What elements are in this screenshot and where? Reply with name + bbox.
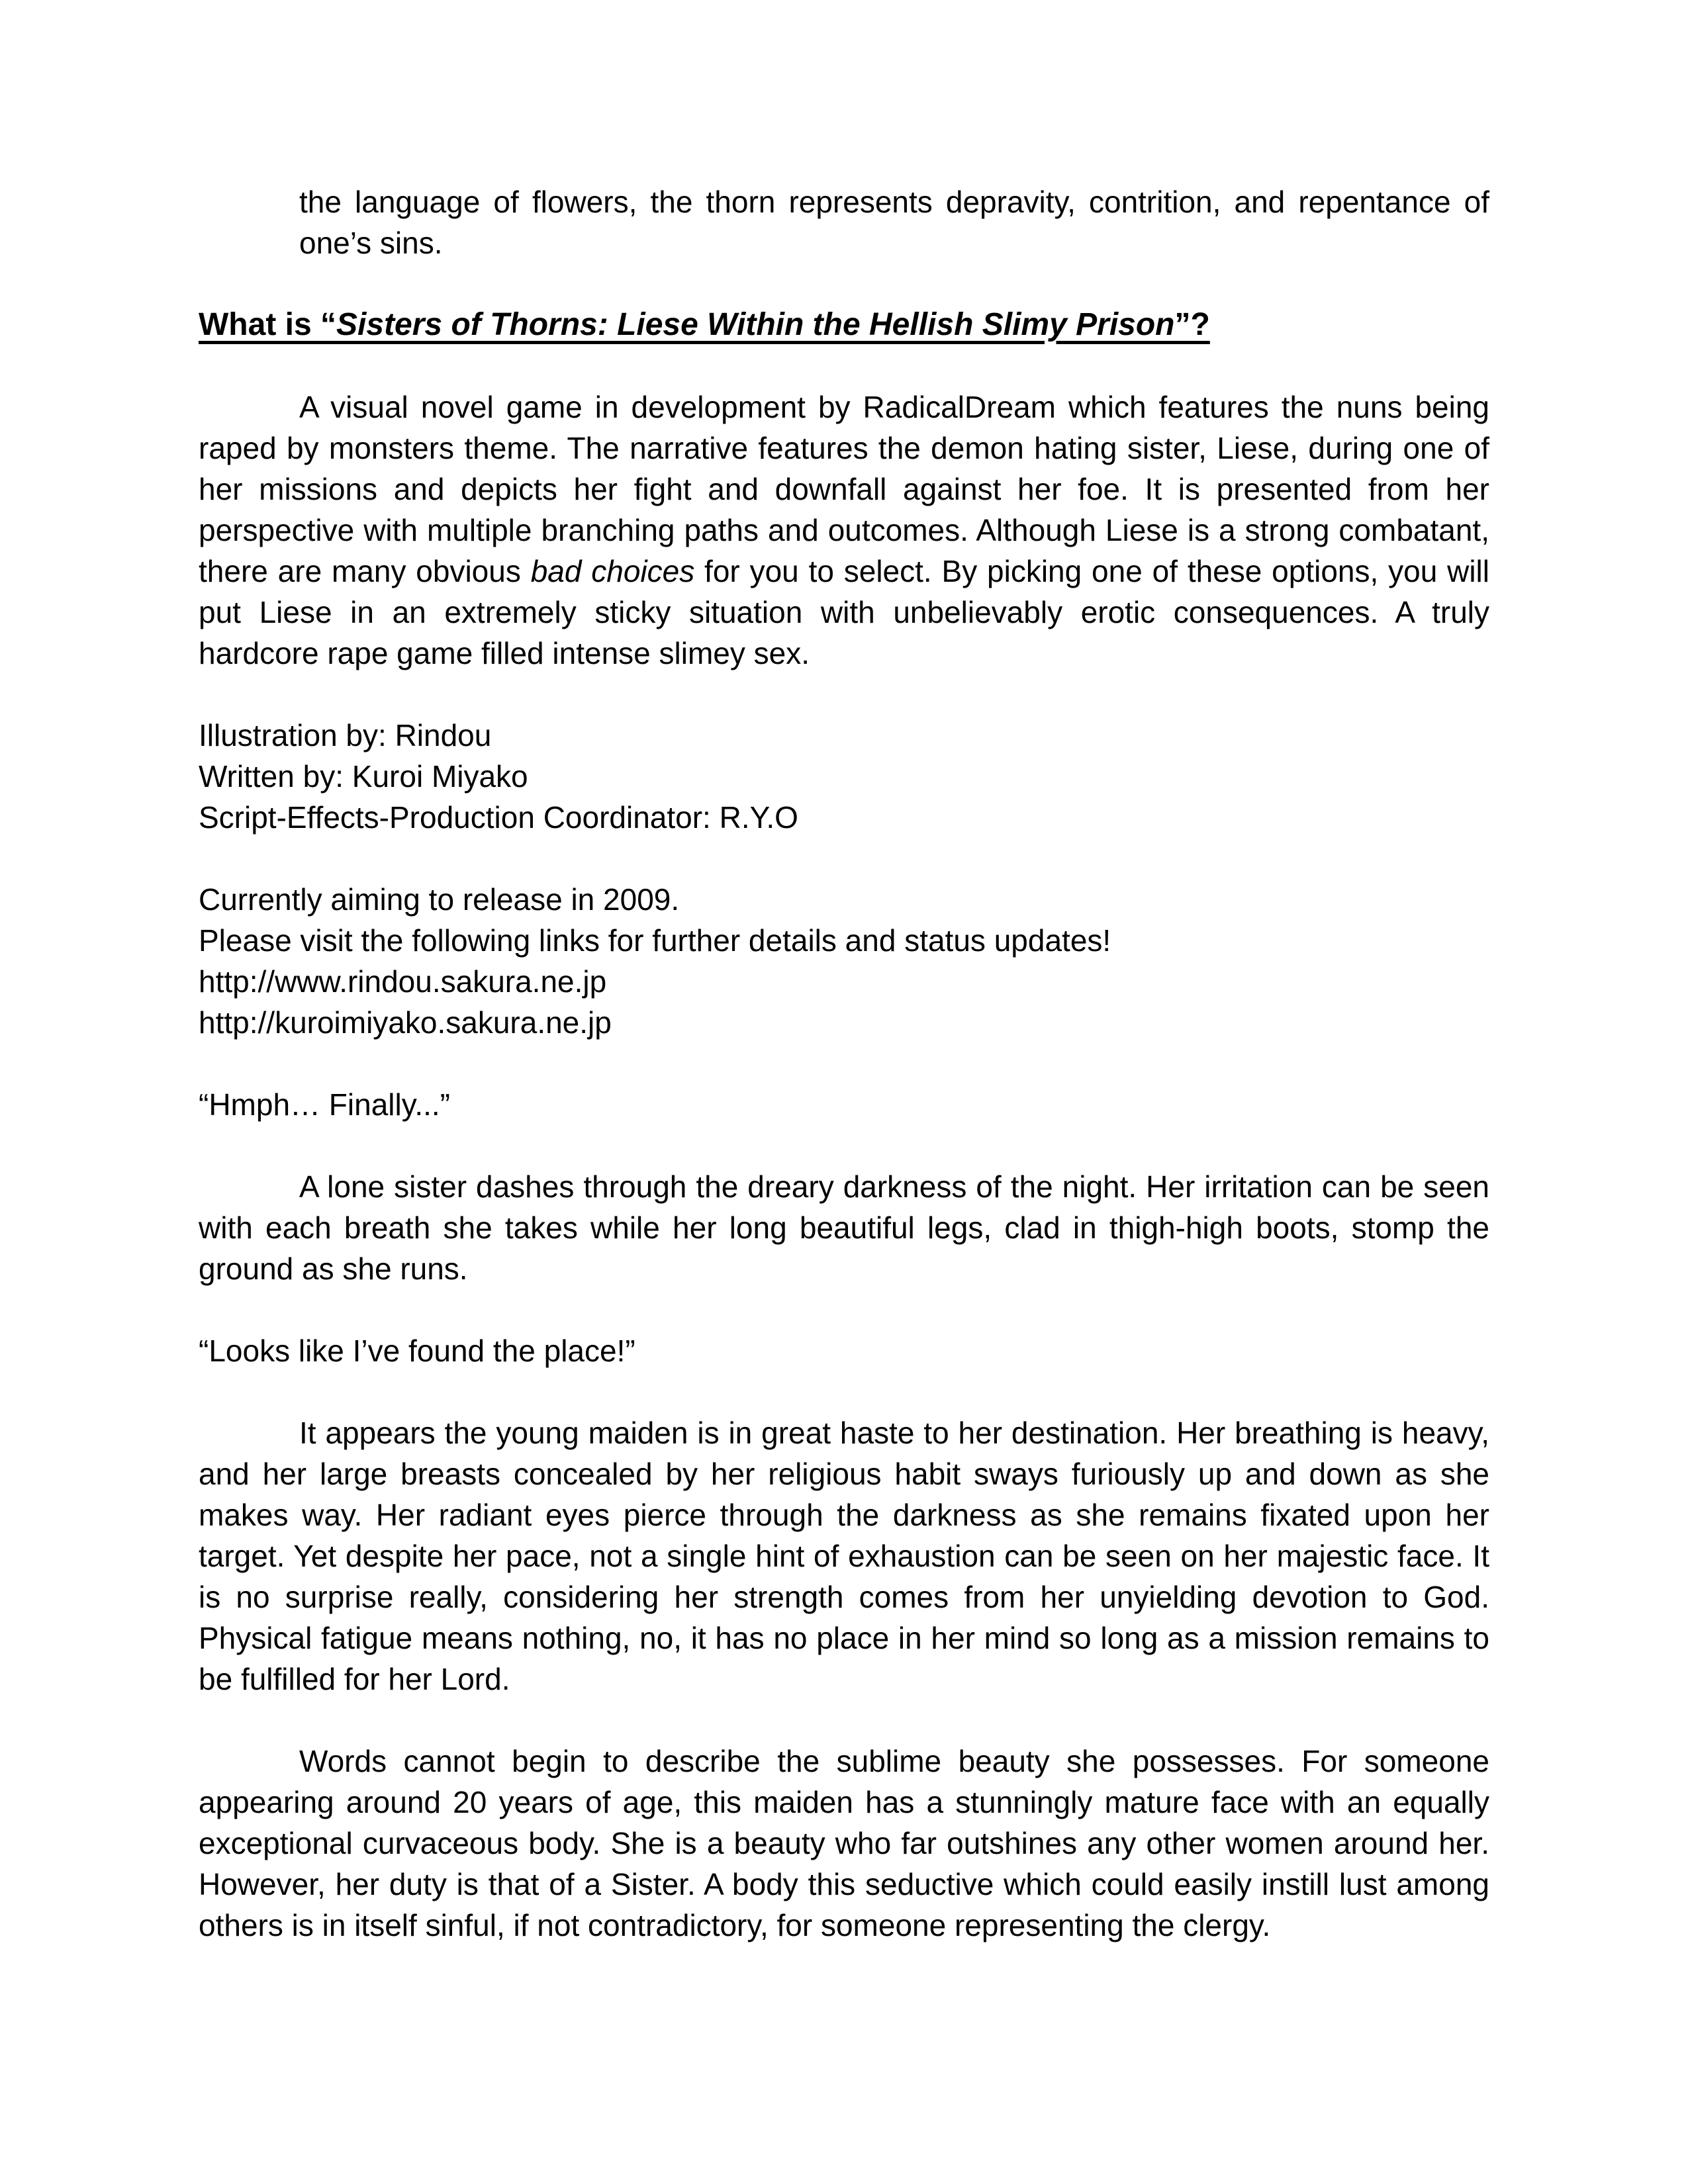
about-paragraph bbox=[199, 387, 1489, 674]
about-text-2: for you to select. By picking one of these options, you will put Liese in an extremely sticky situation with unbelievably erotic consequences. A truly hardcore rape game filled intense slimey sex. bbox=[199, 554, 1489, 670]
credits-block bbox=[199, 715, 1489, 838]
running-sister-paragraph: A lone sister dashes through the dreary darkness of the night. Her irritation can be seen with each breath she takes while her long beautiful legs, clad in thigh-high boots, stomp the ground as she runs. bbox=[199, 1169, 1489, 1286]
about-text-1: A visual novel game in development by RadicalDream which features the nuns being raped by monsters theme. The narrative features the demon hating sister, Liese, during one of her missions and depicts her fight and downfall against her foe. It is presented from her perspective with multiple branching paths and outcomes. Although Liese is a strong combatant, there are many obvious bbox=[199, 390, 1489, 588]
link-rindou-url: http://www.rindou.sakura.ne.jp bbox=[199, 964, 607, 999]
credit-line-illustration: Illustration by: Rindou bbox=[199, 718, 492, 752]
heading-suffix: ”? bbox=[1174, 307, 1210, 342]
link-kuroimiyako-url: http://kuroimiyako.sakura.ne.jp bbox=[199, 1005, 612, 1040]
credit-line-writer: Written by: Kuroi Miyako bbox=[199, 759, 528, 794]
credit-line-coordinator: Script-Effects-Production Coordinator: R.Y.O bbox=[199, 800, 798, 835]
continuation-paragraph: the language of flowers, the thorn represents depravity, contrition, and repentance of one’s sins. bbox=[299, 185, 1489, 260]
links-intro-line: Please visit the following links for further details and status updates! bbox=[199, 923, 1111, 958]
release-date-line: Currently aiming to release in 2009. bbox=[199, 882, 680, 917]
quote-found-place: “Looks like I’ve found the place!” bbox=[199, 1334, 635, 1368]
release-info-block bbox=[199, 879, 1489, 1043]
heading-game-title: Sisters of Thorns: Liese Within the Hellish Slimy Prison bbox=[336, 307, 1175, 342]
section-heading bbox=[199, 304, 1489, 345]
about-bad-choices-italic: bad choices bbox=[530, 554, 695, 588]
haste-paragraph: It appears the young maiden is in great haste to her destination. Her breathing is heavy, and her large breasts concealed by her religious habit sways furiously up and down as she makes way. Her radiant eyes pierce through the darkness as she remains fixated upon her target. Yet despite her pace, not a single hint of exhaustion can be seen on her majestic face. It is no surprise really, considering her strength comes from her unyielding devotion to God. Physical fatigue means nothing, no, it has no place in her mind so long as a mission remains to be fulfilled for her Lord. bbox=[199, 1416, 1489, 1696]
quote-hmph-finally: “Hmph… Finally...” bbox=[199, 1087, 450, 1122]
heading-prefix: What is “ bbox=[199, 307, 337, 342]
beauty-paragraph: Words cannot begin to describe the sublime beauty she possesses. For someone appearing around 20 years of age, this maiden has a stunningly mature face with an equally exceptional curvaceous body. She is a beauty who far outshines any other women around her. However, her duty is that of a Sister. A body this seductive which could easily instill lust among others is in itself sinful, if not contradictory, for someone representing the clergy. bbox=[199, 1744, 1489, 1942]
